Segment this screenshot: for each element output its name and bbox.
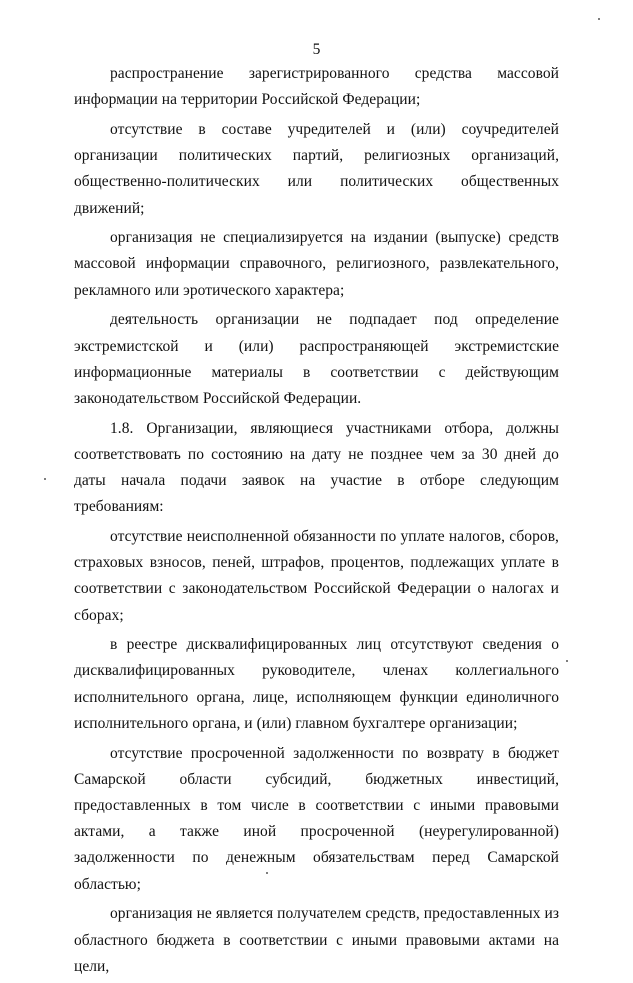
scan-speck bbox=[598, 18, 600, 20]
paragraph-tax-obligations: отсутствие неисполненной обязанности по уплате налогов, сборов, страховых взносов, пеней, штрафов, процентов, подлежащих уплате в соответствии с законодательством Российской Федерации о налогах и сборах; bbox=[74, 527, 559, 624]
scan-speck bbox=[44, 478, 46, 480]
paragraph-budget-recipient: организация не является получателем средств, предоставленных из областного бюджета в соответствии с иными правовыми актами на цели, bbox=[74, 905, 559, 975]
paragraph-section-1-8: 1.8. Организации, являющиеся участниками отбора, должны соответствовать по состоянию на дату не позднее чем за 30 дней до даты начала подачи заявок на участие в отборе следующим требованиям: bbox=[74, 419, 559, 516]
scan-speck bbox=[566, 660, 568, 662]
document-body bbox=[74, 61, 559, 983]
paragraph-extremism-requirement: деятельность организации не подпадает под определение экстремистской и (или) распространяющей экстремистские информационные материалы в соответствии с действующим законодательством Российской Федерации. bbox=[74, 311, 559, 407]
paragraph-founders-requirement: отсутствие в составе учредителей и (или) соучредителей организации политических партий, религиозных организаций, общественно-политических или политических общественных движений; bbox=[74, 120, 559, 217]
paragraph-publication-specialization: организация не специализируется на издании (выпуске) средств массовой информации справочного, религиозного, развлекательного, рекламного или эротического характера; bbox=[74, 229, 559, 299]
paragraph-overdue-debt: отсутствие просроченной задолженности по возврату в бюджет Самарской области субсидий, бюджетных инвестиций, предоставленных в том числе в соответствии с иными правовыми актами, а также иной просроченной (неурегулированной) задолженности по денежным обязательствам перед Самарской областью; bbox=[74, 744, 559, 893]
page-number: 5 bbox=[312, 41, 321, 58]
paragraph-disqualified-persons: в реестре дисквалифицированных лиц отсутствуют сведения о дисквалифицированных руководителе, членах коллегиального исполнительного органа, лице, исполняющем функции единоличного исполнительного органа, и (или) главном бухгалтере организации; bbox=[74, 636, 559, 732]
paragraph-mass-media-distribution: распространение зарегистрированного средства массовой информации на территории Российской Федерации; bbox=[74, 65, 559, 109]
scan-speck bbox=[266, 872, 268, 874]
